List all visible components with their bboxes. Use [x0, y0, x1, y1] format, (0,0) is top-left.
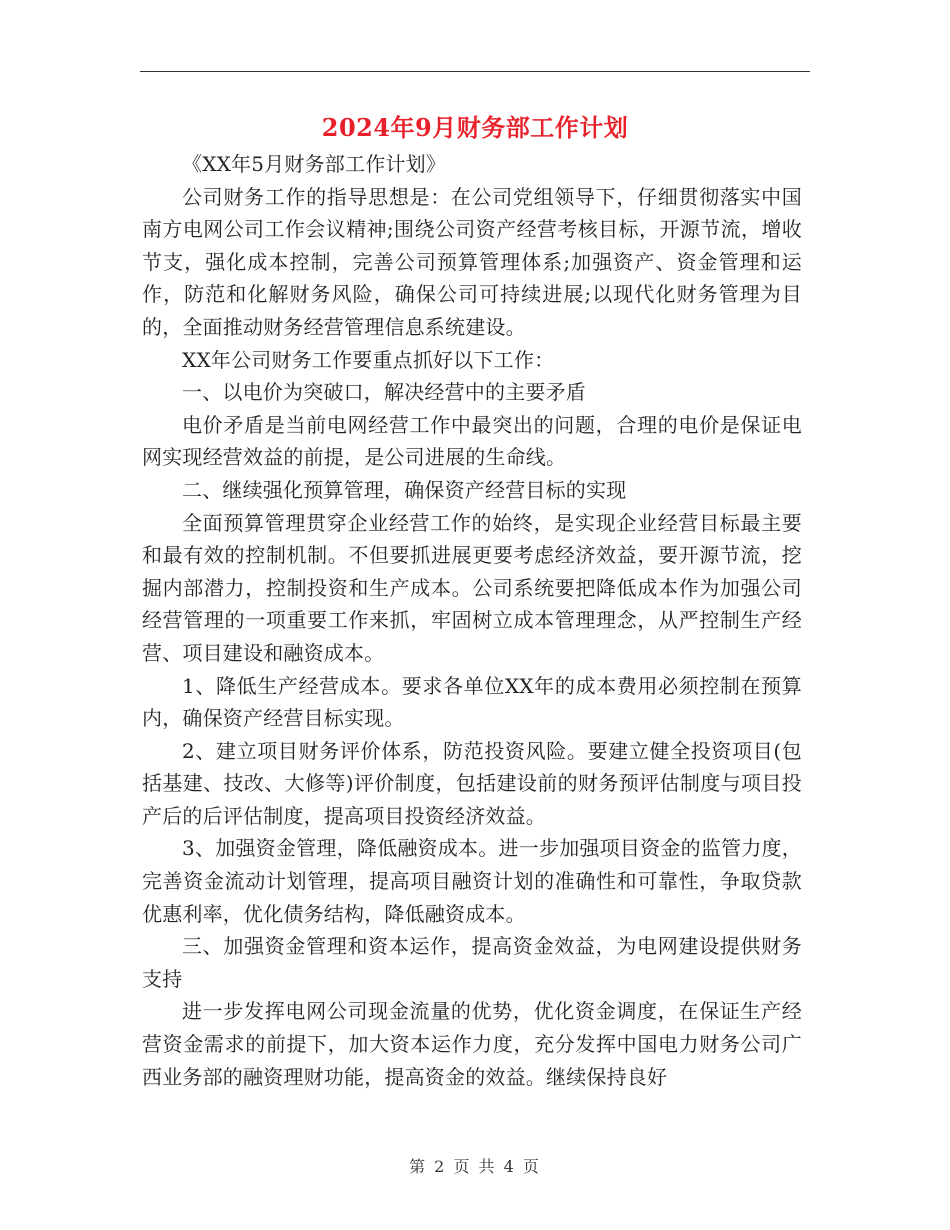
paragraph-capital-operation: 进一步发挥电网公司现金流量的优势，优化资金调度，在保证生产经营资金需求的前提下，加大资本运作力度，充分发挥中国电力财务公司广西业务部的融资理财功能，提高资金的效益。继续保持良好: [142, 999, 802, 1089]
paragraph-item-2: 2、建立项目财务评价体系，防范投资风险。要建立健全投资项目(包括基建、技改、大修等)评价制度，包括建设前的财务预评估制度与项目投产后的后评估制度，提高项目投资经济效益。: [142, 738, 802, 828]
document-body: [142, 148, 802, 1093]
section-heading-2: 二、继续强化预算管理，确保资产经营目标的实现: [182, 477, 627, 502]
document-title: 2024年9月财务部工作计划: [321, 113, 629, 142]
paragraph-key-work: XX年公司财务工作要重点抓好以下工作：: [182, 347, 555, 372]
section-heading-3: 三、加强资金管理和资本运作，提高资金效益，为电网建设提供财务支持: [142, 934, 802, 991]
page-footer: 第 2 页 共 4 页: [409, 1157, 541, 1176]
header-rule: [140, 71, 810, 72]
paragraph-item-3: 3、加强资金管理，降低融资成本。进一步加强项目资金的监管力度，完善资金流动计划管理，提高项目融资计划的准确性和可靠性，争取贷款优惠利率，优化债务结构，降低融资成本。: [142, 836, 802, 926]
paragraph-budget-management: 全面预算管理贯穿企业经营工作的始终，是实现企业经营目标最主要和最有效的控制机制。不但要抓进展更要考虑经济效益，要开源节流，挖掘内部潜力，控制投资和生产成本。公司系统要把降低成本作为加强公司经营管理的一项重要工作来抓，牢固树立成本管理理念，从严控制生产经营、项目建设和融资成本。: [142, 510, 802, 665]
paragraph-guiding-idea: 公司财务工作的指导思想是：在公司党组领导下，仔细贯彻落实中国南方电网公司工作会议精神;围绕公司资产经营考核目标，开源节流，增收节支，强化成本控制，完善公司预算管理体系;加强资产、资金管理和运作，防范和化解财务风险，确保公司可持续进展;以现代化财务管理为目的，全面推动财务经营管理信息系统建设。: [142, 184, 802, 339]
paragraph-electricity-price: 电价矛盾是当前电网经营工作中最突出的问题，合理的电价是保证电网实现经营效益的前提，是公司进展的生命线。: [142, 412, 802, 470]
paragraph-subtitle: 《XX年5月财务部工作计划》: [182, 152, 447, 176]
paragraph-item-1: 1、降低生产经营成本。要求各单位XX年的成本费用必须控制在预算内，确保资产经营目标实现。: [142, 673, 802, 731]
section-heading-1: 一、以电价为突破口，解决经营中的主要矛盾: [182, 380, 586, 405]
